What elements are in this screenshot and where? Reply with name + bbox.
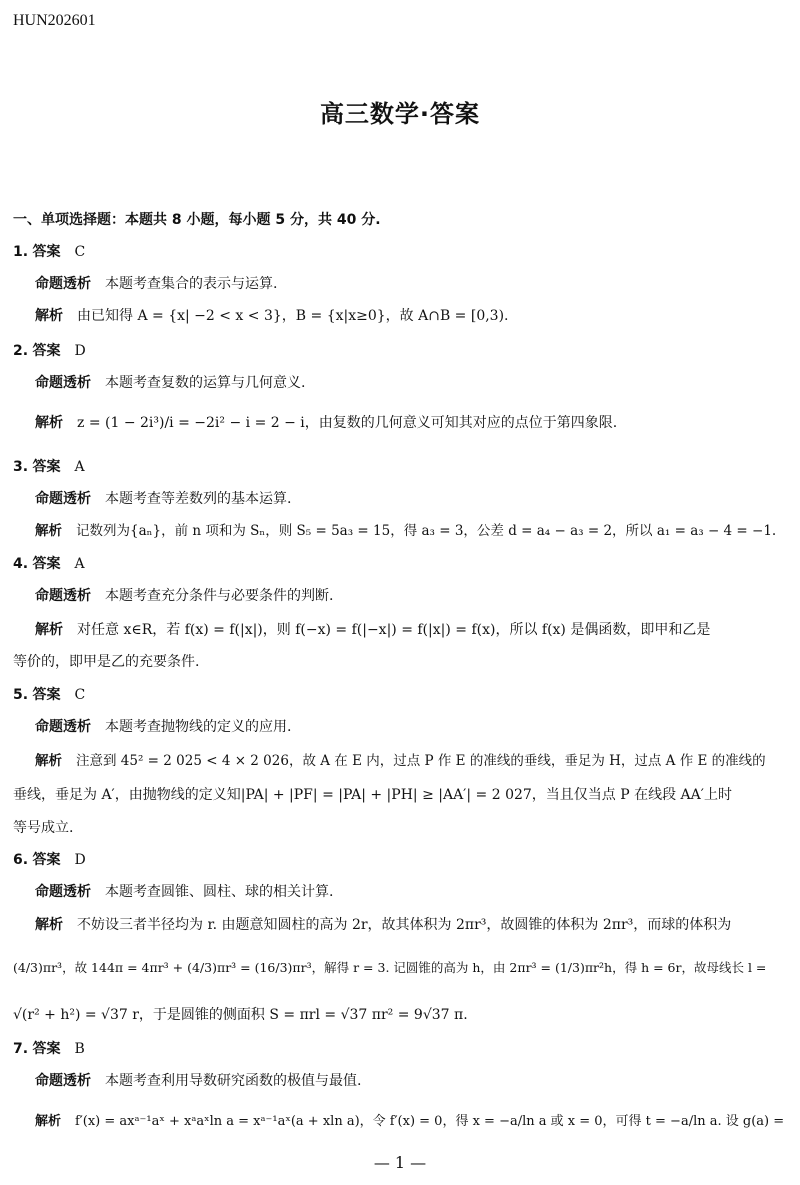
- page-title: 高三数学·答案: [319, 100, 481, 128]
- q5-answer: 5. 答案 C: [13, 687, 86, 703]
- q1-answer: 1. 答案 C: [13, 244, 86, 260]
- q6-intent: 命题透析 本题考查圆锥、圆柱、球的相关计算.: [35, 884, 334, 900]
- q2-intent: 命题透析 本题考查复数的运算与几何意义.: [35, 375, 306, 391]
- q7-analysis: 解析 f′(x) = axᵃ⁻¹aˣ + xᵃaˣln a = xᵃ⁻¹aˣ(a + xln a)，令 f′(x) = 0，得 x = −a/ln a 或 x = 0，可得 t = −a/ln a. 设 g(a) =: [35, 1114, 785, 1129]
- q7-answer: 7. 答案 B: [13, 1041, 85, 1057]
- q3-intent: 命题透析 本题考查等差数列的基本运算.: [35, 491, 292, 507]
- q7-intent: 命题透析 本题考查利用导数研究函数的极值与最值.: [35, 1073, 362, 1089]
- q1-intent: 命题透析 本题考查集合的表示与运算.: [35, 276, 278, 292]
- q3-answer: 3. 答案 A: [13, 459, 85, 475]
- section-heading: 一、单项选择题：本题共 8 小题，每小题 5 分，共 40 分.: [13, 212, 381, 228]
- document-code: HUN202601: [13, 12, 96, 29]
- q5-analysis-cont-1: 垂线，垂足为 A′，由抛物线的定义知|PA| + |PF| = |PA| + |PH| ≥ |AA′| = 2 027，当且仅当点 P 在线段 AA′上时: [13, 787, 732, 803]
- q4-answer: 4. 答案 A: [13, 556, 85, 572]
- q2-analysis: 解析 z = (1 − 2i³)/i = −2i² − i = 2 − i，由复数的几何意义可知其对应的点位于第四象限.: [35, 415, 618, 431]
- q4-analysis-cont: 等价的，即甲是乙的充要条件.: [13, 654, 200, 670]
- q1-analysis: 解析 由已知得 A = {x| −2 < x < 3}，B = {x|x≥0}，故 A∩B = [0,3).: [35, 308, 509, 324]
- q4-intent: 命题透析 本题考查充分条件与必要条件的判断.: [35, 588, 334, 604]
- q5-intent: 命题透析 本题考查抛物线的定义的应用.: [35, 719, 292, 735]
- q2-answer: 2. 答案 D: [13, 343, 86, 359]
- page-number: — 1 —: [373, 1153, 427, 1172]
- q5-analysis-cont-2: 等号成立.: [13, 820, 74, 836]
- q6-analysis: 解析 不妨设三者半径均为 r. 由题意知圆柱的高为 2r，故其体积为 2πr³，故圆锥的体积为 2πr³，而球的体积为: [35, 917, 732, 933]
- q6-analysis-cont-2: √(r² + h²) = √37 r，于是圆锥的侧面积 S = πrl = √37 πr² = 9√37 π.: [13, 1007, 468, 1023]
- q6-analysis-cont-1: (4/3)πr³，故 144π = 4πr³ + (4/3)πr³ = (16/3)πr³，解得 r = 3. 记圆锥的高为 h，由 2πr³ = (1/3)πr²h，得 h = 6r，故母线长 l =: [13, 960, 767, 975]
- q6-answer: 6. 答案 D: [13, 852, 86, 868]
- q4-analysis: 解析 对任意 x∈R，若 f(x) = f(|x|)，则 f(−x) = f(|−x|) = f(|x|) = f(x)，所以 f(x) 是偶函数，即甲和乙是: [35, 622, 711, 638]
- q3-analysis: 解析 记数列为{aₙ}，前 n 项和为 Sₙ，则 S₅ = 5a₃ = 15，得 a₃ = 3，公差 d = a₄ − a₃ = 2，所以 a₁ = a₃ − 4 = −1.: [35, 523, 777, 539]
- q5-analysis: 解析 注意到 45² = 2 025 < 4 × 2 026，故 A 在 E 内，过点 P 作 E 的准线的垂线，垂足为 H，过点 A 作 E 的准线的: [35, 753, 766, 769]
